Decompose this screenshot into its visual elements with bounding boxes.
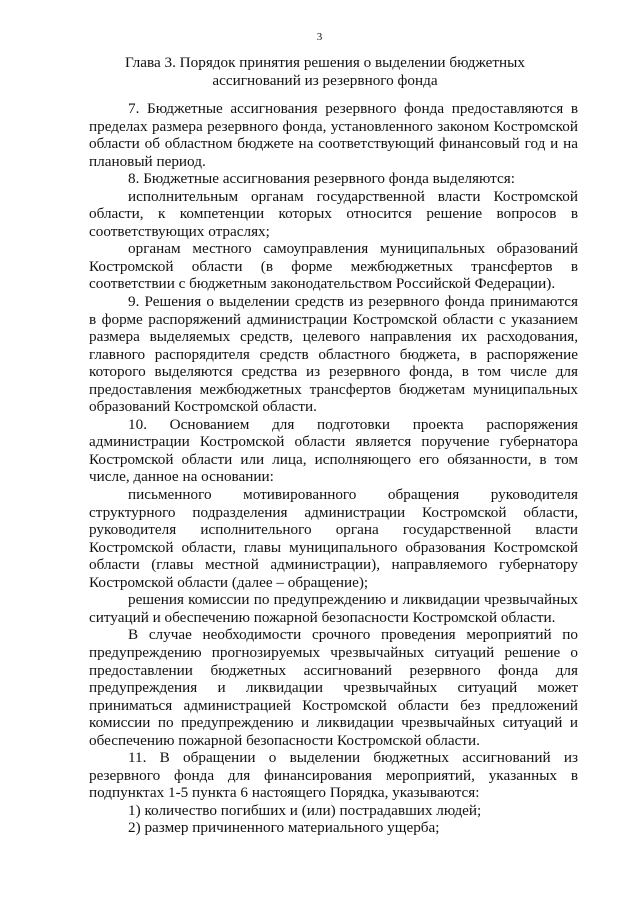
- paragraph-8-item-local-government: органам местного самоуправления муниципальных образований Костромской области (в форме межбюджетных трансфертов в соответствии с бюджетным законодательством Российской Федерации).: [89, 240, 578, 293]
- paragraph-11-item-1: 1) количество погибших и (или) пострадавших людей;: [128, 801, 482, 819]
- document-body: [89, 100, 578, 837]
- paragraph-urgent-measures: В случае необходимости срочного проведения мероприятий по предупреждению прогнозируемых чрезвычайных ситуаций решение о предоставлении бюджетных ассигнований резервного фонда для предупреждения и ликвидации чрезвычайных ситуаций может приниматься администрацией Костромской области без предложений комиссии по предупреждению и ликвидации чрезвычайных ситуаций и обеспечению пожарной безопасности Костромской области.: [89, 626, 578, 749]
- paragraph-8-item-executive-bodies: исполнительным органам государственной власти Костромской области, к компетенции которых относится решение вопросов в соответствующих отраслях;: [89, 187, 578, 240]
- paragraph-10: 10. Основанием для подготовки проекта распоряжения администрации Костромской области является поручение губернатора Костромской области или лица, исполняющего его обязанности, в том числе, данное на основании:: [89, 415, 578, 486]
- paragraph-10-item-commission-decision: решения комиссии по предупреждению и ликвидации чрезвычайных ситуаций и обеспечению пожарной безопасности Костромской области.: [89, 591, 578, 626]
- page-number: 3: [316, 31, 323, 43]
- paragraph-8: 8. Бюджетные ассигнования резервного фонда выделяются:: [128, 170, 515, 188]
- paragraph-10-item-written-request: письменного мотивированного обращения руководителя структурного подразделения администрации Костромской области, руководителя исполнительного органа государственной власти Костромской области, главы муниципального образования Костромской области (главы местной администрации), направляемого губернатору Костромской области (далее – обращение);: [89, 486, 578, 591]
- paragraph-9: 9. Решения о выделении средств из резервного фонда принимаются в форме распоряжений администрации Костромской области с указанием размера выделяемых средств, целевого направления их расходования, главного распорядителя средств областного бюджета, в распоряжение которого выделяются средства из резервного фонда, в том числе для предоставления межбюджетных трансфертов бюджетам муниципальных образований Костромской области.: [89, 293, 578, 416]
- paragraph-7: 7. Бюджетные ассигнования резервного фонда предоставляются в пределах размера резервного фонда, установленного законом Костромской области об областном бюджете на соответствующий финансовый год и на плановый период.: [89, 100, 578, 170]
- chapter-title: Глава 3. Порядок принятия решения о выделении бюджетных ассигнований из резервного фонда: [125, 54, 525, 89]
- paragraph-11-item-2: 2) размер причиненного материального ущерба;: [128, 819, 440, 837]
- paragraph-11: 11. В обращении о выделении бюджетных ассигнований из резервного фонда для финансирования мероприятий, указанных в подпунктах 1-5 пункта 6 настоящего Порядка, указываются:: [89, 749, 578, 802]
